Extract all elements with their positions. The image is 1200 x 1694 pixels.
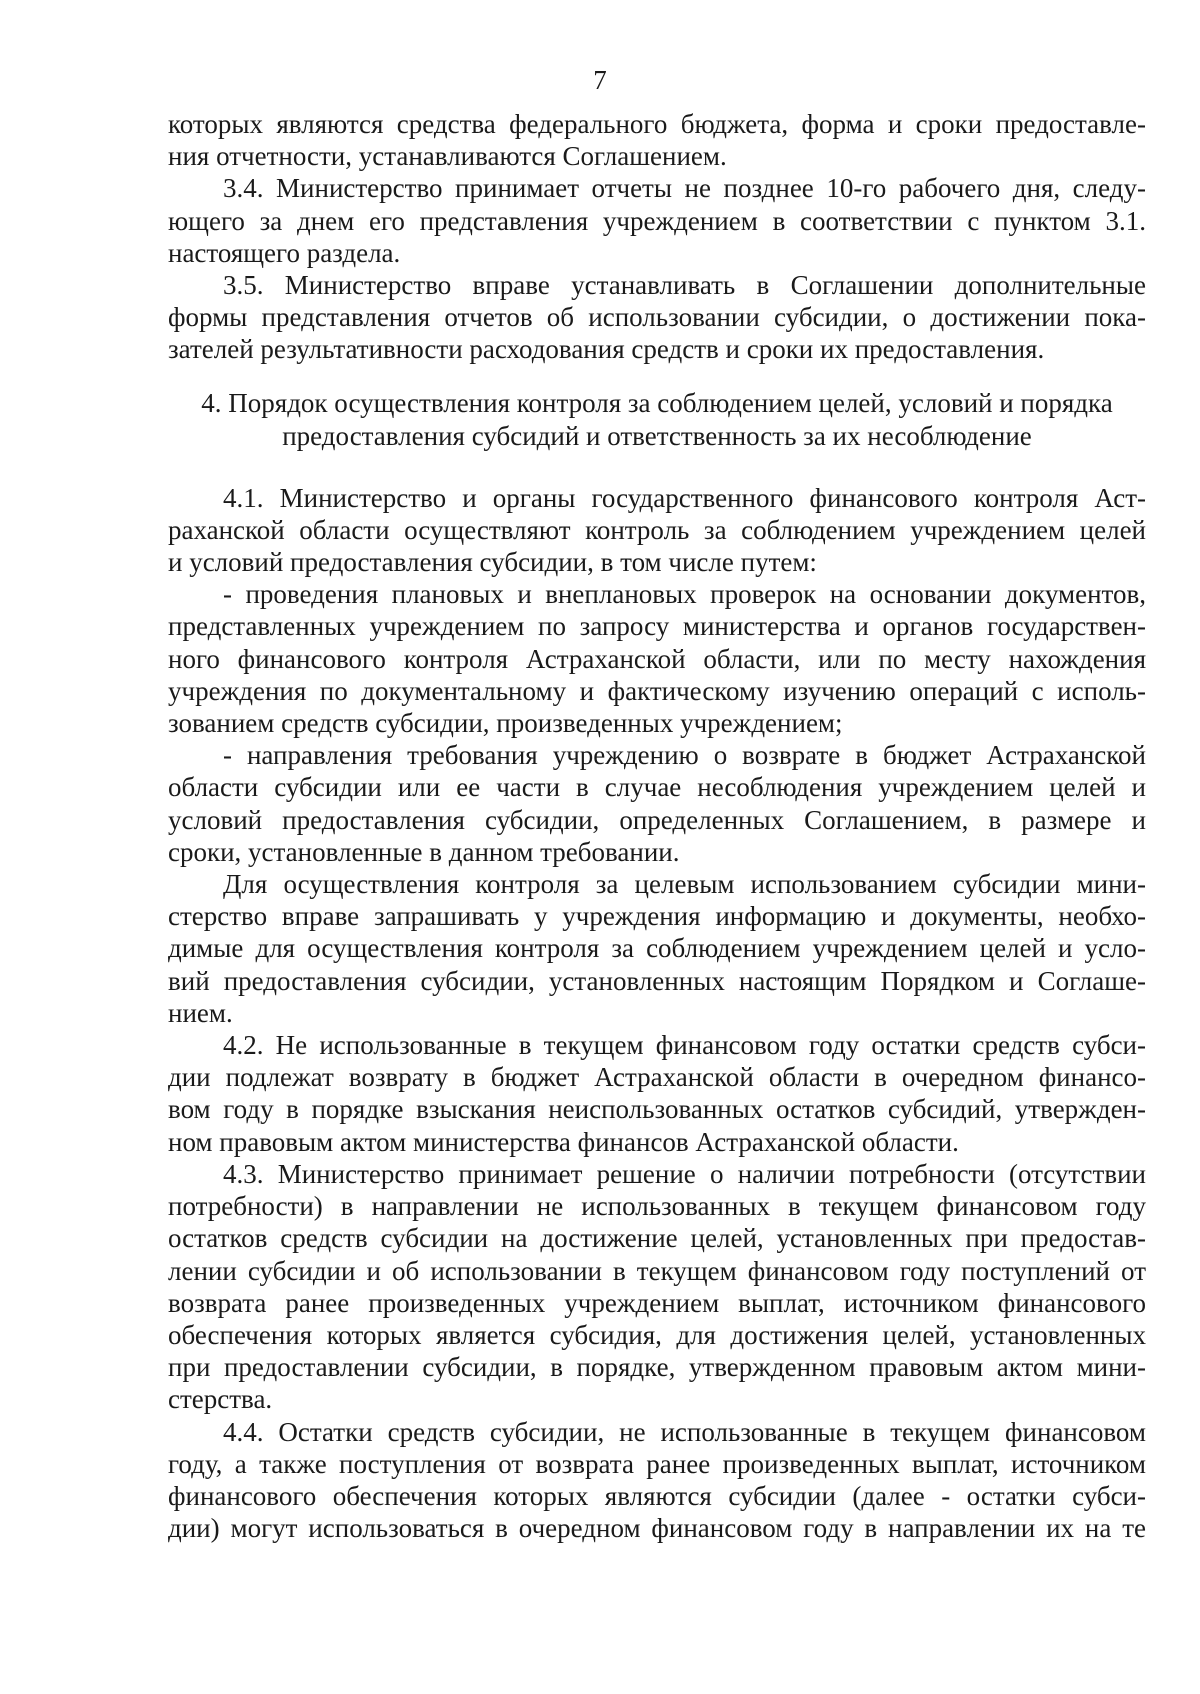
text-line: стерства.: [168, 1384, 273, 1415]
paragraph-continuation: [168, 108, 1146, 172]
text-line: потребности) в направлении не использованных в текущем финансовом году: [168, 1191, 1146, 1222]
text-line: вом году в порядке взыскания неиспользованных остатков субсидий, утвержден-: [168, 1094, 1146, 1125]
text-line: зованием средств субсидии, произведенных учреждением;: [168, 708, 843, 739]
text-line: условий предоставления субсидии, определенных Соглашением, в размере и: [168, 804, 1146, 835]
text-line: - проведения плановых и внеплановых проверок на основании документов,: [223, 579, 1146, 610]
text-line: ного финансового контроля Астраханской области, или по месту нахождения: [168, 643, 1146, 674]
paragraph-4-4: [168, 1416, 1146, 1545]
document-body: [168, 108, 1146, 1544]
text-line: дии) могут использоваться в очередном финансовом году в направлении их на те: [168, 1513, 1146, 1544]
text-line: году, а также поступления от возврата ранее произведенных выплат, источником: [168, 1448, 1146, 1479]
text-line: 4.1. Министерство и органы государственного финансового контроля Аст-: [223, 482, 1146, 513]
section-4-heading: [168, 387, 1146, 453]
text-line: настоящего раздела.: [168, 237, 401, 268]
text-line: Для осуществления контроля за целевым использованием субсидии мини-: [223, 869, 1146, 900]
text-line: 4.2. Не использованные в текущем финансовом году остатки средств субси-: [223, 1030, 1146, 1061]
text-line: сроки, установленные в данном требовании.: [168, 836, 680, 867]
text-line: и условий предоставления субсидии, в том числе путем:: [168, 547, 817, 578]
text-line: ном правовым актом министерства финансов Астраханской области.: [168, 1126, 959, 1157]
text-line: представленных учреждением по запросу министерства и органов государствен-: [168, 611, 1146, 642]
text-line: ющего за днем его представления учреждением в соответствии с пунктом 3.1.: [168, 205, 1146, 236]
text-line: вий предоставления субсидии, установленных настоящим Порядком и Соглаше-: [168, 965, 1146, 996]
paragraph-control: [168, 868, 1146, 1029]
text-line: нием.: [168, 997, 233, 1028]
text-line: формы представления отчетов об использовании субсидии, о достижении пока-: [168, 302, 1146, 333]
text-line: 4.3. Министерство принимает решение о наличии потребности (отсутствии: [223, 1158, 1146, 1189]
text-line: обеспечения которых является субсидия, для достижения целей, установленных: [168, 1319, 1146, 1350]
text-line: учреждения по документальному и фактическому изучению операций с исполь-: [168, 675, 1146, 706]
text-line: возврата ранее произведенных учреждением выплат, источником финансового: [168, 1287, 1146, 1318]
text-line: лении субсидии и об использовании в текущем финансовом году поступлений от: [168, 1255, 1146, 1286]
paragraph-dash-refund-demand: [168, 739, 1146, 868]
text-line: зателей результативности расходования средств и сроки их предоставления.: [168, 334, 1045, 365]
text-line: остатков средств субсидии на достижение целей, установленных при предостав-: [168, 1223, 1146, 1254]
text-line: раханской области осуществляют контроль за соблюдением учреждением целей: [168, 514, 1146, 545]
paragraph-4-2: [168, 1029, 1146, 1158]
heading-line: 4. Порядок осуществления контроля за соблюдением целей, условий и порядка: [201, 387, 1113, 418]
text-line: 3.4. Министерство принимает отчеты не позднее 10-го рабочего дня, следу-: [223, 173, 1146, 204]
text-line: димые для осуществления контроля за соблюдением учреждением целей и усло-: [168, 933, 1146, 964]
text-line: 3.5. Министерство вправе устанавливать в Соглашении дополнительные: [223, 270, 1146, 301]
text-line: при предоставлении субсидии, в порядке, утвержденном правовым актом мини-: [168, 1352, 1146, 1383]
text-line: дии подлежат возврату в бюджет Астраханской области в очередном финансо-: [168, 1062, 1146, 1093]
paragraph-4-3: [168, 1158, 1146, 1416]
paragraph-3-5: [168, 269, 1146, 366]
text-line: ния отчетности, устанавливаются Соглашением.: [168, 141, 727, 172]
heading-line: предоставления субсидий и ответственность за их несоблюдение: [282, 420, 1032, 451]
text-line: которых являются средства федерального бюджета, форма и сроки предоставле-: [168, 109, 1146, 139]
paragraph-4-1: [168, 482, 1146, 579]
text-line: стерство вправе запрашивать у учреждения информацию и документы, необхо-: [168, 901, 1146, 932]
text-line: - направления требования учреждению о возврате в бюджет Астраханской: [223, 740, 1146, 771]
paragraph-dash-inspections: [168, 578, 1146, 739]
text-line: финансового обеспечения которых являются субсидии (далее - остатки субси-: [168, 1480, 1146, 1511]
text-line: 4.4. Остатки средств субсидии, не использованные в текущем финансовом: [223, 1416, 1146, 1447]
page-number: 7: [593, 65, 607, 95]
paragraph-3-4: [168, 172, 1146, 269]
text-line: области субсидии или ее части в случае несоблюдения учреждением целей и: [168, 772, 1146, 803]
